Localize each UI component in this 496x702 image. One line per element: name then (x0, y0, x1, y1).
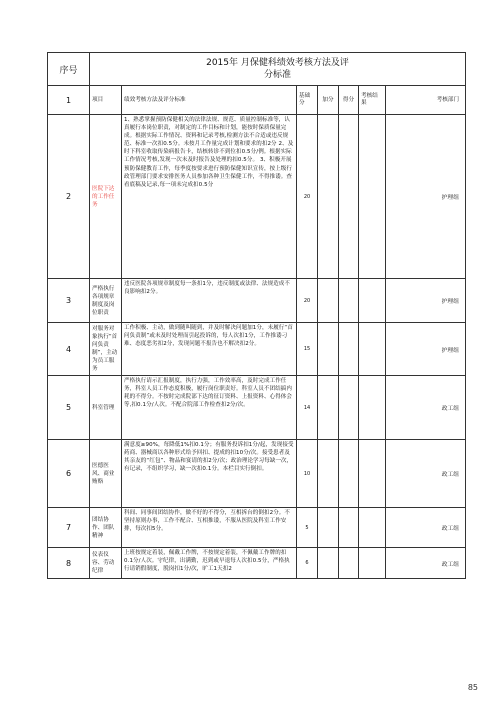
evaluation-table (47, 52, 466, 579)
row-item: 医院下达的工作任务 (90, 115, 122, 279)
row-item: 医德医风、商业贿赂 (90, 440, 122, 508)
row-item: 严格执行各项规章制度及岗位职责 (90, 279, 122, 323)
row-criteria: 违反医院各项规章制度每一条扣1分，违反制度或法律、法规造成不良影响扣2分。 (122, 279, 297, 323)
row-got-score (339, 548, 359, 579)
table-row (48, 440, 466, 508)
row-result (359, 279, 386, 323)
row-result (359, 323, 386, 376)
col-number: 1 (48, 86, 90, 115)
row-criteria: 上班按规定着装，佩戴工作牌，不按规定着装，不佩戴工作牌的扣0.1分/人次。守纪律，出满勤，迟到或早退每人次扣0.5分，严格执行请销假制度，脱岗扣1分/次，旷工1天扣2 (122, 548, 297, 579)
row-number: 2 (48, 115, 90, 279)
table-row (48, 508, 466, 548)
row-got-score (339, 376, 359, 440)
title-line-2: 分标准 (264, 70, 292, 80)
row-criteria: 满意度≥90%，每降低1%扣0.1分；有服务投诉扣1分/起，发现接受药商、器械商以各种形式给予回扣、提成的扣10分/次。接受患者及其亲友的“红包”、物品和宴请的扣2分/次；政治理论学习每缺一次，有记录，不组织学习，缺一次扣0.1分。本栏目实行倒扣。 (122, 440, 297, 508)
row-add-score (318, 508, 339, 548)
row-number: 8 (48, 548, 90, 579)
row-base-score: 15 (297, 323, 318, 376)
row-result (359, 508, 386, 548)
col-result: 考核结果 (359, 86, 386, 115)
col-base-score: 基础分 (297, 86, 318, 115)
table-body (48, 115, 466, 579)
row-dept: 政工组 (386, 376, 466, 440)
row-got-score (339, 508, 359, 548)
row-add-score (318, 548, 339, 579)
row-number: 5 (48, 376, 90, 440)
row-base-score: 20 (297, 279, 318, 323)
row-number: 6 (48, 440, 90, 508)
row-number: 4 (48, 323, 90, 376)
row-result (359, 376, 386, 440)
row-add-score (318, 115, 339, 279)
row-number: 7 (48, 508, 90, 548)
seq-header: 序号 (48, 53, 90, 86)
row-criteria: 工作积极、主动，做到随叫随到，并及时解决问题加1分，未履行“首问负责制”或未及时处理而引起投诉的，每人次扣1分，工作推诿刁难、态度恶劣扣2分，发现问题不报告也不解决扣2分。 (122, 323, 297, 376)
row-dept: 护理组 (386, 279, 466, 323)
row-got-score (339, 440, 359, 508)
table-row (48, 323, 466, 376)
row-criteria: 科间、同事间团结协作，做不好的不得分，互相拆台的倒扣2分。不坚持原则办事，工作不配合、互相推诿，不服从医院及科室工作安排，每次扣5分。 (122, 508, 297, 548)
row-item: 科室管理 (90, 376, 122, 440)
row-dept: 护理组 (386, 115, 466, 279)
page-number: 85 (467, 683, 478, 692)
row-add-score (318, 279, 339, 323)
row-item: 仪表仪容、劳动纪律 (90, 548, 122, 579)
row-add-score (318, 376, 339, 440)
col-add-score: 加分 (318, 86, 339, 115)
col-item: 项目 (90, 86, 122, 115)
row-result (359, 440, 386, 508)
table-row (48, 279, 466, 323)
row-dept: 护理组 (386, 323, 466, 376)
col-method: 绩效考核方法及评分标准 (122, 86, 297, 115)
table-row (48, 115, 466, 279)
row-add-score (318, 323, 339, 376)
row-result (359, 115, 386, 279)
col-dept: 考核部门 (386, 86, 466, 115)
row-item: 团结协作、团队精神 (90, 508, 122, 548)
evaluation-sheet (47, 52, 465, 579)
row-got-score (339, 323, 359, 376)
row-item: 对服务对象执行“首问负责制”，主动为员工服务 (90, 323, 122, 376)
row-criteria: 1、熟悉掌握预防保健相关的法律法规、规范、质量控制标准等，认真履行本岗位职责，对制定的工作目标和计划，能按时保质保量完成。根据实际工作情况、资料和记录考核,检测方法不合适或违反规范、标准一次扣0.5分。未按月工作量完成计划和要求的扣2分 2、及时下科室收取传染病报告卡，结核转诊不到位扣0.5分/例。根据实际工作情况考核,发现一次未及时报告及处理的扣0.5分。 3、积极开展预防保健教育工作，每季度按要求进行预防保健知识宣传，按上级行政管理部门要求安排医务人员参加各种卫生保健工作，不得推诿。查看底稿及记录,每一项未完成扣0.5分 (122, 115, 297, 279)
row-got-score (339, 279, 359, 323)
row-criteria: 严格执行请示汇报制度，执行力强，工作效率高，及时完成工作任务，科室人员工作态度积极，履行岗位职责好。科室人员不团结搞内耗的不得分。不按时完成院部下达的征订资料、上报资料、心得体会等,扣0.1分/人次。不配合院部工作检查扣2分/次。 (122, 376, 297, 440)
row-base-score: 5 (297, 508, 318, 548)
table-row (48, 376, 466, 440)
sheet-title (90, 53, 466, 86)
row-add-score (318, 440, 339, 508)
row-got-score (339, 115, 359, 279)
row-result (359, 548, 386, 579)
row-number: 3 (48, 279, 90, 323)
row-base-score: 6 (297, 548, 318, 579)
title-row (48, 53, 466, 86)
row-dept: 政工组 (386, 508, 466, 548)
row-base-score: 20 (297, 115, 318, 279)
row-dept: 政工组 (386, 440, 466, 508)
col-got-score: 得分 (339, 86, 359, 115)
row-base-score: 10 (297, 440, 318, 508)
title-line-1: 2015年 月保健科绩效考核方法及评 (206, 58, 349, 68)
row-dept: 政工组 (386, 548, 466, 579)
table-row (48, 548, 466, 579)
column-header-row (48, 86, 466, 115)
row-base-score: 14 (297, 376, 318, 440)
